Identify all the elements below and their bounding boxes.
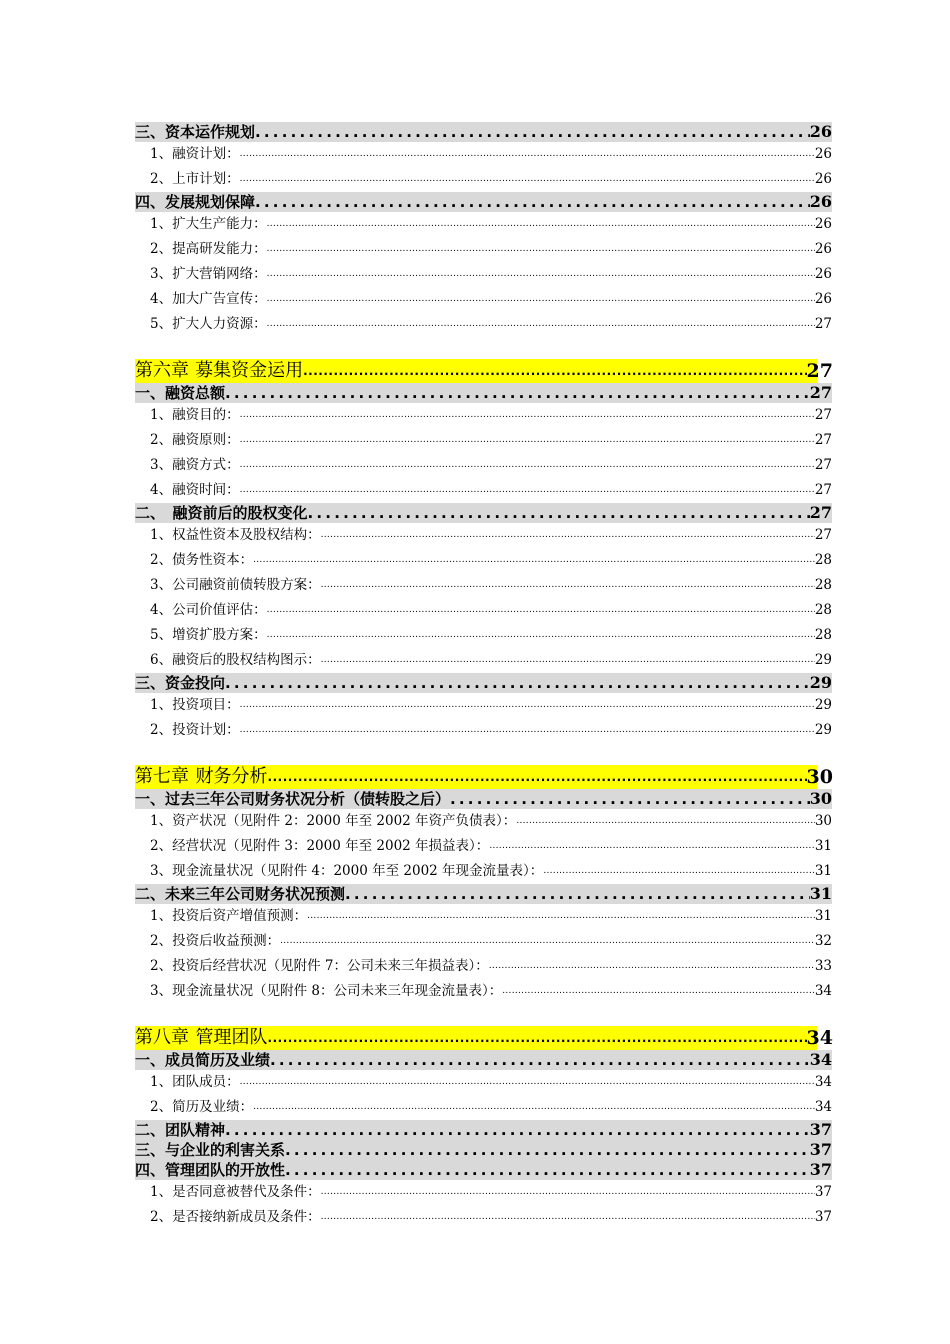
toc-item-operating-forecast[interactable] bbox=[135, 954, 832, 979]
toc-section-fund-allocation[interactable] bbox=[135, 673, 832, 693]
toc-title: 2、投资计划： bbox=[150, 722, 240, 738]
toc-section-team-spirit[interactable] bbox=[135, 1120, 832, 1140]
toc-title: 四、发展规划保障 bbox=[135, 193, 256, 211]
toc-item-investment-plan[interactable] bbox=[135, 718, 832, 743]
toc-title: 三、资本运作规划 bbox=[135, 123, 256, 141]
leader-dots bbox=[268, 1026, 807, 1050]
toc-page: 31 bbox=[814, 838, 832, 854]
toc-page: 27 bbox=[814, 316, 832, 332]
toc-page: 27 bbox=[814, 457, 832, 473]
toc-title: 4、加大广告宣传： bbox=[150, 291, 267, 307]
toc-title: 二、团队精神 bbox=[135, 1121, 226, 1139]
chapter-label: 第七章 bbox=[135, 766, 189, 787]
toc-item-investment-project[interactable] bbox=[135, 693, 832, 718]
toc-title: 3、现金流量状况（见附件 4：2000 年至 2002 年现金流量表）： bbox=[150, 863, 544, 879]
toc-section-development-guarantee[interactable] bbox=[135, 192, 832, 212]
toc-item-replacement[interactable] bbox=[135, 1180, 832, 1205]
toc-page: 28 bbox=[814, 552, 832, 568]
toc-page: 26 bbox=[809, 192, 832, 211]
leader-dots bbox=[280, 929, 815, 954]
toc-page: 28 bbox=[814, 602, 832, 618]
toc-title: 5、扩大人力资源： bbox=[150, 316, 267, 332]
chapter-title: 募集资金运用 bbox=[195, 360, 304, 381]
toc-page: 27 bbox=[814, 527, 832, 543]
toc-chapter-8[interactable] bbox=[135, 1026, 833, 1050]
toc-page: 27 bbox=[809, 503, 832, 522]
leader-dots bbox=[489, 834, 815, 859]
leader-dots bbox=[345, 884, 810, 904]
toc-title: 1、投资项目： bbox=[150, 697, 240, 713]
toc-title: 2、简历及业绩： bbox=[150, 1099, 254, 1115]
table-of-contents bbox=[135, 122, 832, 1230]
toc-title: 2、投资后经营状况（见附件 7：公司未来三年损益表）： bbox=[150, 958, 489, 974]
toc-item-cash-flow[interactable] bbox=[135, 859, 832, 884]
toc-page: 37 bbox=[809, 1140, 832, 1159]
toc-page: 31 bbox=[814, 908, 832, 924]
leader-dots bbox=[240, 693, 815, 718]
toc-page: 26 bbox=[809, 122, 832, 141]
leader-dots bbox=[267, 212, 815, 237]
leader-dots bbox=[267, 287, 815, 312]
toc-title: 1、融资计划： bbox=[150, 146, 240, 162]
leader-dots bbox=[255, 122, 810, 142]
leader-dots bbox=[450, 789, 810, 809]
toc-page: 28 bbox=[814, 627, 832, 643]
toc-item-listing-plan[interactable] bbox=[135, 167, 832, 192]
toc-title: 1、投资后资产增值预测： bbox=[150, 908, 308, 924]
leader-dots bbox=[225, 673, 810, 693]
toc-title: 1、团队成员： bbox=[150, 1074, 240, 1090]
toc-item-resumes[interactable] bbox=[135, 1095, 832, 1120]
leader-dots bbox=[321, 573, 815, 598]
toc-title: 2、融资原则： bbox=[150, 432, 240, 448]
leader-dots bbox=[253, 1095, 815, 1120]
toc-title: 3、公司融资前债转股方案： bbox=[150, 577, 321, 593]
toc-item-team-members[interactable] bbox=[135, 1070, 832, 1095]
toc-title: 一、融资总额 bbox=[135, 384, 226, 402]
leader-dots bbox=[225, 1120, 810, 1140]
leader-dots bbox=[267, 237, 815, 262]
toc-title: 一、过去三年公司财务状况分析（债转股之后） bbox=[135, 790, 451, 808]
toc-page: 29 bbox=[809, 673, 832, 692]
leader-dots bbox=[240, 428, 815, 453]
toc-page: 27 bbox=[814, 407, 832, 423]
chapter-title: 管理团队 bbox=[195, 1027, 268, 1048]
toc-item-debt-to-equity[interactable] bbox=[135, 573, 832, 598]
toc-page: 37 bbox=[809, 1160, 832, 1179]
toc-page: 30 bbox=[814, 813, 832, 829]
leader-dots bbox=[321, 1205, 815, 1230]
toc-item-financing-principle[interactable] bbox=[135, 428, 832, 453]
leader-dots bbox=[543, 859, 815, 884]
leader-dots bbox=[225, 383, 810, 403]
toc-page: 29 bbox=[814, 652, 832, 668]
toc-page: 30 bbox=[809, 789, 832, 808]
toc-title: 2、债务性资本： bbox=[150, 552, 254, 568]
toc-title: 三、资金投向 bbox=[135, 674, 226, 692]
toc-page: 34 bbox=[814, 1099, 832, 1115]
leader-dots bbox=[253, 548, 815, 573]
toc-title: 1、资产状况（见附件 2：2000 年至 2002 年资产负债表）： bbox=[150, 813, 517, 829]
toc-title: 二、 融资前后的股权变化 bbox=[135, 504, 308, 522]
toc-item-financing-purpose[interactable] bbox=[135, 403, 832, 428]
toc-item-financing-time[interactable] bbox=[135, 478, 832, 503]
toc-item-production-capacity[interactable] bbox=[135, 212, 832, 237]
leader-dots bbox=[240, 403, 815, 428]
toc-title: 四、管理团队的开放性 bbox=[135, 1161, 286, 1179]
toc-section-equity-change[interactable] bbox=[135, 503, 832, 523]
toc-title: 4、公司价值评估： bbox=[150, 602, 267, 618]
toc-title: 4、融资时间： bbox=[150, 482, 240, 498]
leader-dots bbox=[321, 1180, 815, 1205]
toc-page: 37 bbox=[814, 1184, 832, 1200]
toc-item-financing-plan[interactable] bbox=[135, 142, 832, 167]
toc-page: 26 bbox=[814, 266, 832, 282]
toc-section-capital-operation[interactable] bbox=[135, 122, 832, 142]
toc-title: 3、扩大营销网络： bbox=[150, 266, 267, 282]
toc-title: 1、权益性资本及股权结构： bbox=[150, 527, 321, 543]
toc-item-capital-increase[interactable] bbox=[135, 623, 832, 648]
toc-title: 6、融资后的股权结构图示： bbox=[150, 652, 321, 668]
leader-dots bbox=[267, 312, 815, 337]
toc-item-human-resources[interactable] bbox=[135, 312, 832, 337]
toc-page: 28 bbox=[814, 577, 832, 593]
toc-item-sales-network[interactable] bbox=[135, 262, 832, 287]
leader-dots bbox=[240, 478, 815, 503]
leader-dots bbox=[255, 192, 810, 212]
toc-page: 27 bbox=[814, 432, 832, 448]
toc-page: 34 bbox=[814, 983, 832, 999]
toc-item-debt-capital[interactable] bbox=[135, 548, 832, 573]
leader-dots bbox=[321, 648, 815, 673]
leader-dots bbox=[267, 623, 815, 648]
leader-dots bbox=[285, 1160, 810, 1180]
toc-page: 29 bbox=[814, 697, 832, 713]
leader-dots bbox=[489, 954, 815, 979]
toc-page: 26 bbox=[814, 241, 832, 257]
toc-page: 31 bbox=[809, 884, 832, 903]
chapter-title: 财务分析 bbox=[195, 766, 268, 787]
toc-item-rd-capacity[interactable] bbox=[135, 237, 832, 262]
toc-chapter-7[interactable] bbox=[135, 765, 833, 789]
toc-section-past-financials[interactable] bbox=[135, 789, 832, 809]
toc-title: 1、融资目的： bbox=[150, 407, 240, 423]
leader-dots bbox=[268, 765, 807, 789]
toc-title: 3、现金流量状况（见附件 8：公司未来三年现金流量表）： bbox=[150, 983, 503, 999]
toc-title: 2、经营状况（见附件 3：2000 年至 2002 年损益表）： bbox=[150, 838, 490, 854]
leader-dots bbox=[240, 1070, 815, 1095]
leader-dots bbox=[240, 453, 815, 478]
toc-section-future-forecast[interactable] bbox=[135, 884, 832, 904]
toc-page: 26 bbox=[814, 216, 832, 232]
toc-section-financing-amount[interactable] bbox=[135, 383, 832, 403]
toc-page: 34 bbox=[814, 1074, 832, 1090]
toc-page: 31 bbox=[814, 863, 832, 879]
toc-chapter-6[interactable] bbox=[135, 359, 833, 383]
chapter-label: 第六章 bbox=[135, 360, 189, 381]
leader-dots bbox=[307, 904, 815, 929]
leader-dots bbox=[270, 1050, 810, 1070]
toc-title: 1、扩大生产能力： bbox=[150, 216, 267, 232]
toc-item-equity-capital[interactable] bbox=[135, 523, 832, 548]
toc-page: 27 bbox=[806, 360, 833, 382]
toc-item-valuation[interactable] bbox=[135, 598, 832, 623]
toc-item-asset-forecast[interactable] bbox=[135, 904, 832, 929]
toc-page: 26 bbox=[814, 146, 832, 162]
leader-dots bbox=[267, 598, 815, 623]
toc-item-new-members[interactable] bbox=[135, 1205, 832, 1230]
toc-item-advertising[interactable] bbox=[135, 287, 832, 312]
toc-section-member-resumes[interactable] bbox=[135, 1050, 832, 1070]
toc-item-cash-flow-forecast[interactable] bbox=[135, 979, 832, 1004]
toc-title: 3、融资方式： bbox=[150, 457, 240, 473]
toc-page: 26 bbox=[814, 291, 832, 307]
leader-dots bbox=[285, 1140, 810, 1160]
toc-item-income-forecast[interactable] bbox=[135, 929, 832, 954]
toc-page: 34 bbox=[809, 1050, 832, 1069]
leader-dots bbox=[240, 167, 815, 192]
toc-item-operating-status[interactable] bbox=[135, 834, 832, 859]
leader-dots bbox=[308, 503, 810, 523]
toc-page: 34 bbox=[806, 1027, 833, 1049]
toc-title: 一、成员简历及业绩 bbox=[135, 1051, 271, 1069]
toc-item-equity-chart[interactable] bbox=[135, 648, 832, 673]
leader-dots bbox=[516, 809, 815, 834]
toc-title: 三、与企业的利害关系 bbox=[135, 1141, 286, 1159]
toc-title: 2、是否接纳新成员及条件： bbox=[150, 1209, 321, 1225]
leader-dots bbox=[267, 262, 815, 287]
toc-title: 二、未来三年公司财务状况预测 bbox=[135, 885, 346, 903]
toc-page: 37 bbox=[814, 1209, 832, 1225]
toc-item-financing-method[interactable] bbox=[135, 453, 832, 478]
toc-title: 2、投资后收益预测： bbox=[150, 933, 281, 949]
leader-dots bbox=[321, 523, 815, 548]
leader-dots bbox=[303, 359, 806, 383]
toc-page: 33 bbox=[814, 958, 832, 974]
toc-page: 32 bbox=[814, 933, 832, 949]
toc-title: 5、增资扩股方案： bbox=[150, 627, 267, 643]
leader-dots bbox=[240, 142, 815, 167]
toc-page: 29 bbox=[814, 722, 832, 738]
leader-dots bbox=[240, 718, 815, 743]
toc-item-asset-status[interactable] bbox=[135, 809, 832, 834]
toc-title: 2、上市计划： bbox=[150, 171, 240, 187]
toc-page: 27 bbox=[809, 383, 832, 402]
toc-title: 2、提高研发能力： bbox=[150, 241, 267, 257]
toc-page: 30 bbox=[806, 766, 833, 788]
toc-section-interest-relation[interactable] bbox=[135, 1140, 832, 1160]
toc-page: 27 bbox=[814, 482, 832, 498]
toc-page: 37 bbox=[809, 1120, 832, 1139]
toc-section-openness[interactable] bbox=[135, 1160, 832, 1180]
chapter-label: 第八章 bbox=[135, 1027, 189, 1048]
leader-dots bbox=[502, 979, 815, 1004]
toc-title: 1、是否同意被替代及条件： bbox=[150, 1184, 321, 1200]
toc-page: 26 bbox=[814, 171, 832, 187]
